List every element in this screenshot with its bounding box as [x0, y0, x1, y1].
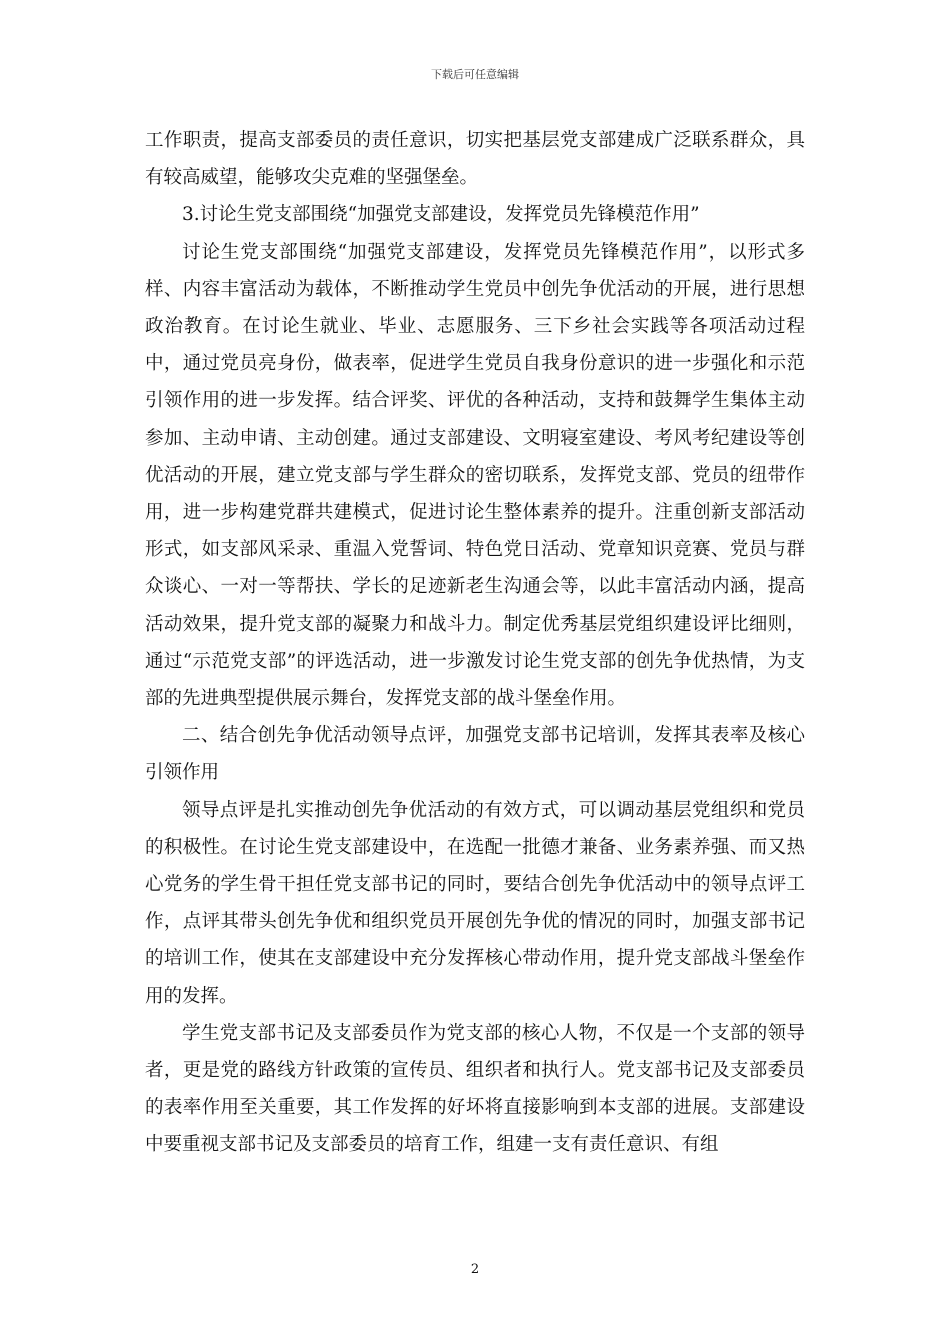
section-heading: 二、结合创先争优活动领导点评，加强党支部书记培训，发挥其表率及核心引领作用 — [145, 725, 805, 784]
body-paragraph: 工作职责，提高支部委员的责任意识，切实把基层党支部建成广泛联系群众，具有较高威望，能够攻尖克难的坚强堡垒。 — [145, 130, 805, 189]
body-paragraph: 领导点评是扎实推动创先争优活动的有效方式，可以调动基层党组织和党员的积极性。在讨论生党支部建设中，在选配一批德才兼备、业务素养强、而又热心党务的学生骨干担任党支部书记的同时，要结合创先争优活动中的领导点评工作，点评其带头创先争优和组织党员开展创先争优的情况的同时，加强支部书记的培训工作，使其在支部建设中充分发挥核心带动作用，提升党支部战斗堡垒作用的发挥。 — [145, 799, 805, 1007]
body-paragraph: 学生党支部书记及支部委员作为党支部的核心人物，不仅是一个支部的领导者，更是党的路线方针政策的宣传员、组织者和执行人。党支部书记及支部委员的表率作用至关重要，其工作发挥的好坏将直接影响到本支部的进展。支部建设中要重视支部书记及支部委员的培育工作，组建一支有责任意识、有组 — [145, 1022, 805, 1156]
document-body — [145, 122, 805, 1164]
section-subheading: 3.讨论生党支部围绕“加强党支部建设，发挥党员先锋模范作用” — [182, 204, 700, 226]
body-paragraph: 讨论生党支部围绕“加强党支部建设，发挥党员先锋模范作用”，以形式多样、内容丰富活动为载体，不断推动学生党员中创先争优活动的开展，进行思想政治教育。在讨论生就业、毕业、志愿服务、三下乡社会实践等各项活动过程中，通过党员亮身份，做表率，促进学生党员自我身份意识的进一步强化和示范引领作用的进一步发挥。结合评奖、评优的各种活动，支持和鼓舞学生集体主动参加、主动申请、主动创建。通过支部建设、文明寝室建设、考风考纪建设等创优活动的开展，建立党支部与学生群众的密切联系，发挥党支部、党员的纽带作用，进一步构建党群共建模式，促进讨论生整体素养的提升。注重创新支部活动形式，如支部风采录、重温入党誓词、特色党日活动、党章知识竞赛、党员与群众谈心、一对一等帮扶、学长的足迹新老生沟通会等，以此丰富活动内涵，提高活动效果，提升党支部的凝聚力和战斗力。制定优秀基层党组织建设评比细则，通过“示范党支部”的评选活动，进一步激发讨论生党支部的创先争优热情，为支部的先进典型提供展示舞台，发挥党支部的战斗堡垒作用。 — [145, 241, 805, 710]
page-header: 下载后可任意编辑 — [431, 68, 519, 81]
page-number: 2 — [470, 1262, 480, 1277]
